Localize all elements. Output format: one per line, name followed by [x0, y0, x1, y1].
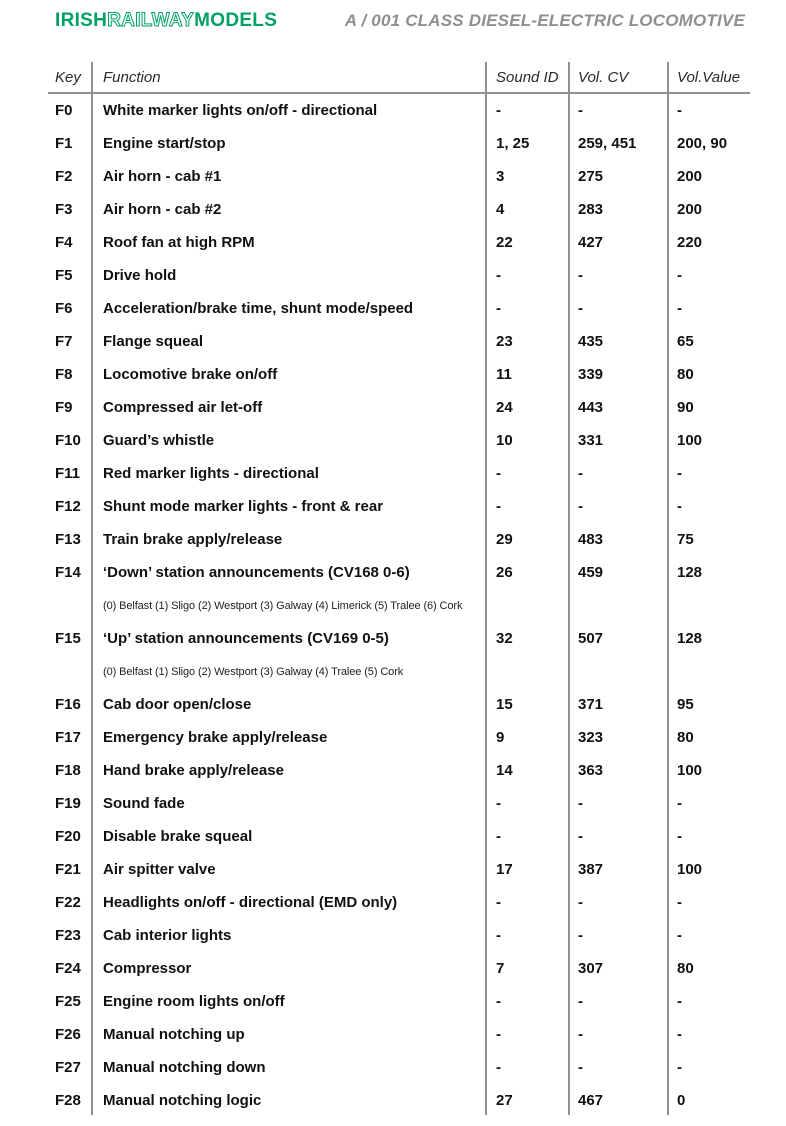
- table-row: [48, 523, 750, 556]
- function-label-cell: Compressed air let-off: [103, 399, 263, 416]
- function-key-cell: F3: [55, 201, 73, 218]
- function-label-cell: Shunt mode marker lights - front & rear: [103, 498, 384, 515]
- document-title: A / 001 CLASS DIESEL-ELECTRIC LOCOMOTIVE: [344, 11, 745, 30]
- function-label-cell: Compressor: [103, 960, 192, 977]
- function-label-cell: Train brake apply/release: [103, 531, 283, 548]
- function-key-cell: F16: [55, 696, 81, 713]
- vol-cv-cell: -: [578, 267, 583, 284]
- sound-id-cell: 24: [496, 399, 513, 416]
- table-row: [48, 688, 750, 721]
- function-label-cell: Engine room lights on/off: [103, 993, 285, 1010]
- table-row: [48, 556, 750, 589]
- function-key-cell: F9: [55, 399, 73, 416]
- function-key-cell: F8: [55, 366, 73, 383]
- table-body: [48, 94, 750, 1117]
- table-row: [48, 622, 750, 655]
- function-key-cell: F2: [55, 168, 73, 185]
- table-row: [48, 325, 750, 358]
- table-row: [48, 919, 750, 952]
- sound-id-cell: 9: [496, 729, 505, 746]
- function-key-cell: F7: [55, 333, 73, 350]
- station-note-row: [48, 589, 750, 622]
- function-key-cell: F26: [55, 1026, 81, 1043]
- vol-value-cell: -: [677, 300, 682, 317]
- station-list: (0) Belfast (1) Sligo (2) Westport (3) Galway (4) Tralee (5) Cork: [103, 665, 404, 678]
- function-key-cell: F11: [55, 465, 81, 482]
- table-row: [48, 1018, 750, 1051]
- function-label-cell: Manual notching logic: [103, 1092, 262, 1109]
- function-key-cell: F17: [55, 729, 81, 746]
- vol-cv-cell: 331: [578, 432, 604, 449]
- table-row: [48, 358, 750, 391]
- function-label-cell: Emergency brake apply/release: [103, 729, 328, 746]
- function-key-cell: F14: [55, 564, 81, 581]
- vol-value-cell: -: [677, 828, 682, 845]
- irish-railway-models-logo: [55, 10, 277, 32]
- sound-id-cell: -: [496, 465, 501, 482]
- function-key-cell: F23: [55, 927, 81, 944]
- sound-id-cell: -: [496, 1059, 501, 1076]
- table-row: [48, 886, 750, 919]
- vol-cv-cell: 275: [578, 168, 604, 185]
- sound-id-cell: 14: [496, 762, 513, 779]
- vol-value-cell: 80: [677, 729, 694, 746]
- sound-id-cell: 10: [496, 432, 513, 449]
- function-key-cell: F1: [55, 135, 73, 152]
- function-key-cell: F0: [55, 102, 73, 119]
- vol-cv-cell: -: [578, 498, 583, 515]
- column-header-key: Key: [55, 68, 81, 86]
- vol-cv-cell: -: [578, 1026, 583, 1043]
- vol-cv-cell: 259, 451: [578, 135, 637, 152]
- function-label-cell: Air horn - cab #2: [103, 201, 222, 218]
- logo-part-railway: RAILWAY: [107, 10, 195, 31]
- function-label-cell: ‘Up’ station announcements (CV169 0-5): [103, 630, 389, 647]
- function-key-cell: F18: [55, 762, 81, 779]
- table-row: [48, 94, 750, 127]
- function-label-cell: Headlights on/off - directional (EMD only): [103, 894, 398, 911]
- table-row: [48, 952, 750, 985]
- sound-id-cell: 11: [496, 366, 512, 383]
- sound-id-cell: -: [496, 828, 501, 845]
- function-key-cell: F19: [55, 795, 81, 812]
- function-label-cell: Air horn - cab #1: [103, 168, 222, 185]
- logo-part-irish: IRISH: [55, 10, 108, 31]
- function-label-cell: Engine start/stop: [103, 135, 226, 152]
- function-label-cell: Guard’s whistle: [103, 432, 215, 449]
- sound-id-cell: 4: [496, 201, 505, 218]
- function-key-cell: F25: [55, 993, 81, 1010]
- table-row: [48, 424, 750, 457]
- table-header-row: [48, 62, 750, 92]
- table-row: [48, 754, 750, 787]
- logo-part-models: MODELS: [194, 10, 278, 31]
- vol-cv-cell: 339: [578, 366, 604, 383]
- function-label-cell: Sound fade: [103, 795, 185, 812]
- function-label-cell: Cab door open/close: [103, 696, 252, 713]
- function-key-cell: F4: [55, 234, 73, 251]
- vol-value-cell: 80: [677, 960, 694, 977]
- sound-id-cell: -: [496, 795, 501, 812]
- vol-cv-cell: 387: [578, 861, 604, 878]
- function-label-cell: Manual notching up: [103, 1026, 245, 1043]
- function-label-cell: Hand brake apply/release: [103, 762, 284, 779]
- vol-value-cell: 128: [677, 630, 703, 647]
- table-row: [48, 259, 750, 292]
- vol-cv-cell: 283: [578, 201, 604, 218]
- table-row: [48, 985, 750, 1018]
- vol-value-cell: 75: [677, 531, 694, 548]
- vol-cv-cell: 363: [578, 762, 604, 779]
- function-label-cell: Manual notching down: [103, 1059, 266, 1076]
- table-row: [48, 193, 750, 226]
- masthead: [55, 10, 745, 32]
- function-key-cell: F20: [55, 828, 81, 845]
- table-row: [48, 1084, 750, 1117]
- vol-value-cell: -: [677, 1059, 682, 1076]
- vol-cv-cell: -: [578, 894, 583, 911]
- sound-id-cell: -: [496, 102, 501, 119]
- sound-id-cell: 29: [496, 531, 513, 548]
- sound-id-cell: -: [496, 498, 501, 515]
- vol-cv-cell: -: [578, 927, 583, 944]
- vol-value-cell: 100: [677, 432, 703, 449]
- vol-value-cell: 95: [677, 696, 694, 713]
- table-row: [48, 820, 750, 853]
- vol-value-cell: -: [677, 894, 682, 911]
- vol-cv-cell: 459: [578, 564, 604, 581]
- column-header-sound-id: Sound ID: [496, 68, 559, 86]
- vol-value-cell: 100: [677, 861, 703, 878]
- vol-value-cell: -: [677, 795, 682, 812]
- function-label-cell: Acceleration/brake time, shunt mode/speed: [103, 300, 414, 317]
- vol-cv-cell: 483: [578, 531, 604, 548]
- sound-id-cell: 22: [496, 234, 513, 251]
- vol-value-cell: -: [677, 927, 682, 944]
- sound-id-cell: 23: [496, 333, 513, 350]
- function-label-cell: Roof fan at high RPM: [103, 234, 255, 251]
- sound-id-cell: 17: [496, 861, 513, 878]
- sound-id-cell: -: [496, 894, 501, 911]
- vol-value-cell: 200: [677, 201, 703, 218]
- sound-id-cell: -: [496, 927, 501, 944]
- sound-id-cell: 7: [496, 960, 505, 977]
- vol-value-cell: 128: [677, 564, 703, 581]
- vol-value-cell: -: [677, 102, 682, 119]
- table-row: [48, 127, 750, 160]
- table-row: [48, 226, 750, 259]
- vol-value-cell: 65: [677, 333, 694, 350]
- column-header-vol-cv: Vol. CV: [578, 68, 629, 86]
- sound-id-cell: 15: [496, 696, 513, 713]
- vol-value-cell: 90: [677, 399, 694, 416]
- table-row: [48, 1051, 750, 1084]
- function-key-cell: F28: [55, 1092, 81, 1109]
- table-row: [48, 457, 750, 490]
- function-label-cell: Disable brake squeal: [103, 828, 253, 845]
- column-header-function: Function: [103, 68, 161, 86]
- sound-id-cell: 1, 25: [496, 135, 530, 152]
- vol-value-cell: 100: [677, 762, 703, 779]
- vol-value-cell: -: [677, 465, 682, 482]
- function-key-table: [48, 62, 750, 1115]
- table-row: [48, 391, 750, 424]
- table-row: [48, 853, 750, 886]
- function-label-cell: Drive hold: [103, 267, 177, 284]
- vol-cv-cell: -: [578, 993, 583, 1010]
- function-key-cell: F15: [55, 630, 81, 647]
- vol-cv-cell: -: [578, 465, 583, 482]
- vol-cv-cell: 371: [578, 696, 604, 713]
- vol-cv-cell: 467: [578, 1092, 604, 1109]
- vol-cv-cell: 427: [578, 234, 604, 251]
- vol-cv-cell: 507: [578, 630, 604, 647]
- sound-id-cell: -: [496, 1026, 501, 1043]
- station-list: (0) Belfast (1) Sligo (2) Westport (3) Galway (4) Limerick (5) Tralee (6) Cork: [103, 599, 463, 612]
- station-note-row: [48, 655, 750, 688]
- sound-id-cell: 32: [496, 630, 513, 647]
- function-label-cell: Flange squeal: [103, 333, 204, 350]
- sound-id-cell: -: [496, 993, 501, 1010]
- sound-id-cell: -: [496, 267, 501, 284]
- vol-cv-cell: -: [578, 1059, 583, 1076]
- sound-id-cell: 27: [496, 1092, 513, 1109]
- function-label-cell: White marker lights on/off - directional: [103, 102, 378, 119]
- vol-value-cell: 220: [677, 234, 703, 251]
- vol-cv-cell: 307: [578, 960, 604, 977]
- function-key-cell: F27: [55, 1059, 81, 1076]
- vol-value-cell: 0: [677, 1092, 686, 1109]
- sound-id-cell: 26: [496, 564, 513, 581]
- function-key-cell: F24: [55, 960, 81, 977]
- vol-cv-cell: -: [578, 795, 583, 812]
- vol-cv-cell: -: [578, 300, 583, 317]
- sound-id-cell: -: [496, 300, 501, 317]
- vol-value-cell: -: [677, 1026, 682, 1043]
- vol-cv-cell: -: [578, 828, 583, 845]
- function-label-cell: ‘Down’ station announcements (CV168 0-6): [103, 564, 410, 581]
- function-key-cell: F22: [55, 894, 81, 911]
- table-row: [48, 721, 750, 754]
- table-row: [48, 787, 750, 820]
- function-key-cell: F12: [55, 498, 81, 515]
- vol-cv-cell: -: [578, 102, 583, 119]
- function-label-cell: Locomotive brake on/off: [103, 366, 278, 383]
- table-row: [48, 160, 750, 193]
- vol-cv-cell: 323: [578, 729, 604, 746]
- function-key-cell: F10: [55, 432, 81, 449]
- column-header-vol-value: Vol.Value: [677, 68, 741, 86]
- vol-cv-cell: 443: [578, 399, 604, 416]
- vol-value-cell: -: [677, 498, 682, 515]
- vol-value-cell: -: [677, 267, 682, 284]
- table-row: [48, 490, 750, 523]
- function-key-cell: F21: [55, 861, 81, 878]
- vol-cv-cell: 435: [578, 333, 604, 350]
- function-label-cell: Red marker lights - directional: [103, 465, 319, 482]
- function-label-cell: Air spitter valve: [103, 861, 216, 878]
- vol-value-cell: 200: [677, 168, 703, 185]
- function-key-cell: F5: [55, 267, 73, 284]
- sound-id-cell: 3: [496, 168, 505, 185]
- function-key-cell: F6: [55, 300, 73, 317]
- vol-value-cell: 200, 90: [677, 135, 728, 152]
- vol-value-cell: 80: [677, 366, 694, 383]
- function-label-cell: Cab interior lights: [103, 927, 232, 944]
- function-key-cell: F13: [55, 531, 81, 548]
- table-row: [48, 292, 750, 325]
- vol-value-cell: -: [677, 993, 682, 1010]
